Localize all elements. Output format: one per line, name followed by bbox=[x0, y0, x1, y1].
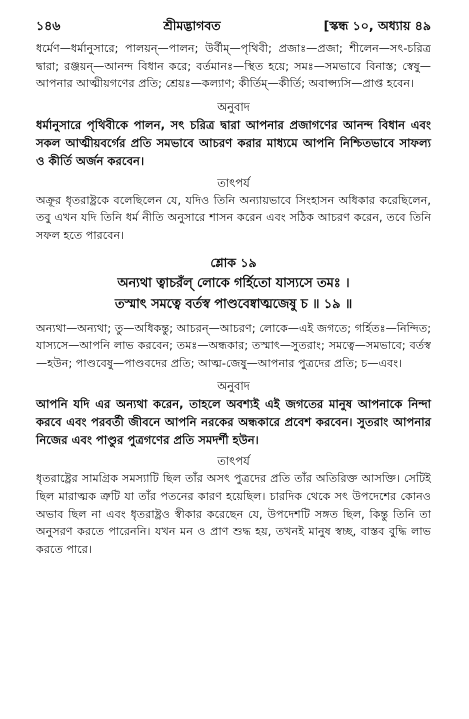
book-title: শ্রীমদ্ভাগবত bbox=[163, 18, 221, 33]
translation-heading-1: অনুবাদ bbox=[217, 99, 250, 114]
purport-heading-1: তাৎপর্য bbox=[217, 175, 250, 190]
running-header bbox=[36, 18, 431, 36]
verse-line-2: তস্মাৎ সমত্বে বর্তস্ব পাণ্ডবেষ্বাত্মজেষু চ ॥ ১৯ ॥ bbox=[114, 296, 353, 312]
synonyms-paragraph-1: ধর্মেণ—ধর্মানুসারে; পালয়ন্—পালন; উর্বীম্—পৃথিবী; প্রজাঃ—প্রজা; শীলেন—সৎ-চরিত্র দ্বারা; রঞ্জয়ন্—আনন্দ বিধান করে; বর্তমানঃ—স্থিত হয়ে; সমঃ—সমভাবে বিনাস্ত; স্বেষু—আপনার আত্মীয়গণের প্রতি; শ্রেয়ঃ—কল্যাণ; কীর্তিম্—কীর্তি; অবাপ্স্যসি—প্রাপ্ত হবেন। bbox=[36, 42, 431, 91]
synonyms-paragraph-2: অন্যথা—অন্যথা; তু—অধিকন্তু; আচরন্—আচরণ; লোকে—এই জগতে; গর্হিতঃ—নিন্দিত; যাস্যসে—আপনি লাভ করবেন; তমঃ—অন্ধকার; তস্মাৎ—সুতরাং; সমত্বে—সমভাবে; বর্তস্ব—হউন; পাণ্ডবেষু—পাণ্ডবদের প্রতি; আত্ম-জেষু—আপনার পুত্রদের প্রতি; চ—এবং। bbox=[36, 321, 431, 370]
page-number: ১৪৬ bbox=[36, 18, 61, 33]
verse-number: শ্লোক ১৯ bbox=[210, 254, 257, 270]
translation-paragraph-1: ধর্মানুসারে পৃথিবীকে পালন, সৎ চরিত্র দ্বারা আপনার প্রজাগণের আনন্দ বিধান এবং সকল আত্মীয়বর্গের প্রতি সমভাবে আচরণ করার মাধ্যমে আপনি নিশ্চিতভাবে সাফল্য ও কীর্তি অর্জন করবেন। bbox=[36, 117, 431, 168]
purport-heading-2: তাৎপর্য bbox=[217, 454, 250, 469]
chapter-reference: [স্কন্ধ ১০, অধ্যায় ৪৯ bbox=[323, 18, 431, 33]
verse-line-1: অন্যথা ত্বাচরঁল্ লোকে গর্হিতো যাস্যসে তমঃ । bbox=[117, 275, 350, 291]
translation-heading-2: অনুবাদ bbox=[217, 379, 250, 394]
purport-paragraph-2: ধৃতরাষ্ট্রের সামগ্রিক সমস্যাটি ছিল তাঁর অসৎ পুত্রদের প্রতি তাঁর অতিরিক্ত আসক্তি। সেটিই ছিল মারাত্মক ত্রুটি যা তাঁর পতনের কারণ হয়েছিল। চারদিক থেকে সৎ উপদেশের কোনও অভাব ছিল না এবং ধৃতরাষ্ট্রও স্বীকার করেছেন যে, উপদেশটি সঙ্গত ছিল, কিন্তু তিনি তা অনুসরণ করতে পারেননি। যখন মন ও প্রাণ শুদ্ধ হয়, তখনই মানুষ স্বচ্ছ, বাস্তব বুদ্ধি লাভ করতে পারে। bbox=[36, 472, 431, 556]
purport-paragraph-1: অক্রূর ধৃতরাষ্ট্রকে বলেছিলেন যে, যদিও তিনি অন্যায়ভাবে সিংহাসন অধিকার করেছিলেন, তবু এখন যদি তিনি ধর্ম নীতি অনুসারে শাসন করেন এবং সঠিক আচরণ করেন, তবে তিনি সফল হতে পারবেন। bbox=[36, 193, 431, 242]
translation-paragraph-2: আপনি যদি এর অন্যথা করেন, তাহলে অবশ্যই এই জগতের মানুষ আপনাকে নিন্দা করবে এবং পরবর্তী জীবনে আপনি নরকের অন্ধকারে প্রবেশ করবেন। সুতরাং আপনার নিজের এবং পাণ্ডুর পুত্রগণের প্রতি সমদর্শী হউন। bbox=[36, 397, 431, 448]
